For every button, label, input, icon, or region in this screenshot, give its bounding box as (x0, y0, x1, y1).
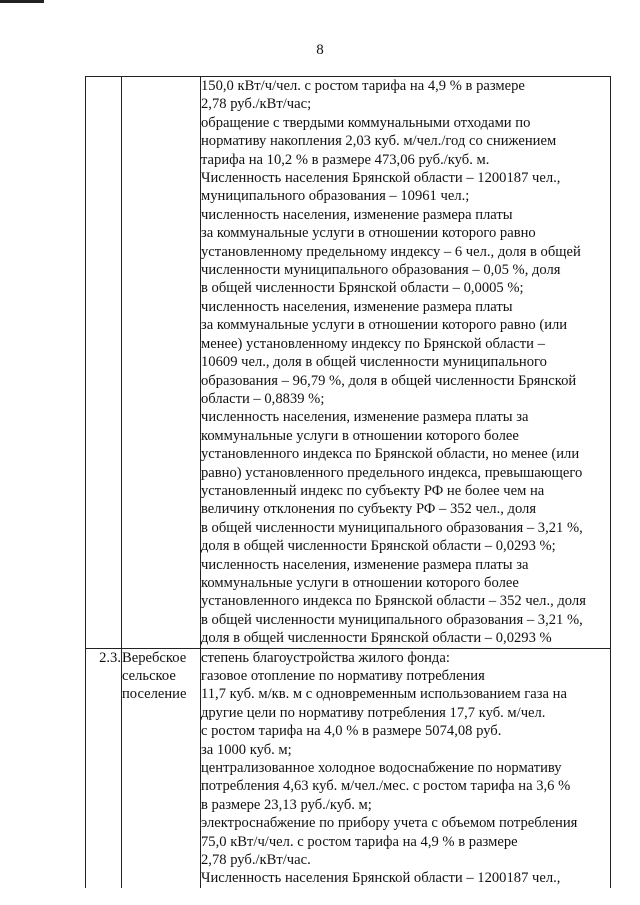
description-line: 11,7 куб. м/кв. м с одновременным использованием газа на (201, 686, 567, 703)
description-line: области – 0,8839 %; (201, 390, 325, 407)
description-cell (201, 77, 611, 649)
description-line: коммунальные услуги в отношении которого более (201, 427, 519, 444)
description-line: за коммунальные услуги в отношении которого равно (201, 225, 536, 242)
description-line: другие цели по нормативу потребления 17,7 куб. м/чел. (201, 704, 546, 721)
description-line: установленный индекс по субъекту РФ не более чем на (201, 482, 545, 499)
municipality-name-line: Веребское (122, 649, 187, 666)
description-line: величину отклонения по субъекту РФ – 352 чел., доля (201, 501, 537, 518)
description-line: за коммунальные услуги в отношении которого равно (или (201, 317, 568, 334)
description-line: доля в общей численности Брянской области – 0,0293 %; (201, 538, 556, 555)
description-line: газовое отопление по нормативу потребления (201, 668, 485, 684)
description-line: численность населения, изменение размера платы за (201, 409, 529, 426)
description-line: установленному предельному индексу – 6 чел., доля в общей (201, 243, 581, 260)
description-line: численность населения, изменение размера платы (201, 206, 513, 223)
description-line: образования – 96,79 %, доля в общей численности Брянской (201, 372, 577, 389)
municipality-name-line: сельское (122, 668, 176, 684)
description-line: менее) установленному индексу по Брянской области – (201, 335, 545, 352)
description-line: электроснабжение по прибору учета с объемом потребления (201, 815, 578, 832)
description-line: 2,78 руб./кВт/час; (201, 96, 312, 113)
description-line: численность населения, изменение размера платы (201, 298, 513, 315)
description-line: установленного индекса по Брянской области – 352 чел., доля (201, 593, 586, 610)
description-line: потребления 4,63 куб. м/чел./мес. с ростом тарифа на 3,6 % (201, 778, 571, 795)
description-line: 150,0 кВт/ч/чел. с ростом тарифа на 4,9 % в размере (201, 78, 525, 94)
description-line: в общей численности муниципального образования – 3,21 %, (201, 519, 583, 536)
description-line: в общей численности муниципального образования – 3,21 %, (201, 611, 583, 628)
description-line: с ростом тарифа на 4,0 % в размере 5074,08 руб. (201, 723, 502, 740)
description-line: централизованное холодное водоснабжение по нормативу (201, 760, 562, 777)
description-line: в общей численности Брянской области – 0,0005 %; (201, 280, 524, 297)
scan-corner-mark (0, 0, 44, 3)
row-number: 2.3. (99, 649, 121, 666)
description-line: обращение с твердыми коммунальными отходами по (201, 114, 531, 131)
description-line: 75,0 кВт/ч/чел. с ростом тарифа на 4,9 % в размере (201, 833, 518, 850)
description-line: за 1000 куб. м; (201, 741, 292, 758)
description-line: Численность населения Брянской области – 1200187 чел., (201, 170, 561, 187)
description-line: 2,78 руб./кВт/час. (201, 852, 311, 869)
table-row (86, 648, 611, 888)
municipality-name-cell (122, 77, 201, 649)
description-line: численности муниципального образования – 0,05 %, доля (201, 262, 561, 279)
description-line: Численность населения Брянской области – 1200187 чел., (201, 870, 561, 887)
description-line: доля в общей численности Брянской области – 0,0293 % (201, 630, 552, 647)
table-row (86, 77, 611, 649)
description-cell (201, 648, 611, 888)
description-line: нормативу накопления 2,03 куб. м/чел./год со снижением (201, 133, 557, 150)
data-table (85, 76, 611, 888)
page-number: 8 (316, 42, 324, 58)
description-line: коммунальные услуги в отношении которого более (201, 574, 519, 591)
table-body (86, 77, 611, 888)
description-line: 10609 чел., доля в общей численности муниципального (201, 354, 547, 371)
description-line: в размере 23,13 руб./куб. м; (201, 796, 372, 813)
municipality-name-cell (122, 648, 201, 888)
description-line: степень благоустройства жилого фонда: (201, 649, 450, 666)
description-line: установленного индекса по Брянской области, но менее (или (201, 446, 580, 463)
municipality-name-line: поселение (122, 686, 187, 703)
description-line: равно) установленного предельного индекса, превышающего (201, 464, 583, 481)
description-line: тарифа на 10,2 % в размере 473,06 руб./куб. м. (201, 151, 490, 168)
description-line: муниципального образования – 10961 чел.; (201, 188, 470, 205)
description-line: численность населения, изменение размера платы за (201, 556, 529, 573)
row-number-cell (86, 648, 122, 888)
row-number-cell (86, 77, 122, 649)
